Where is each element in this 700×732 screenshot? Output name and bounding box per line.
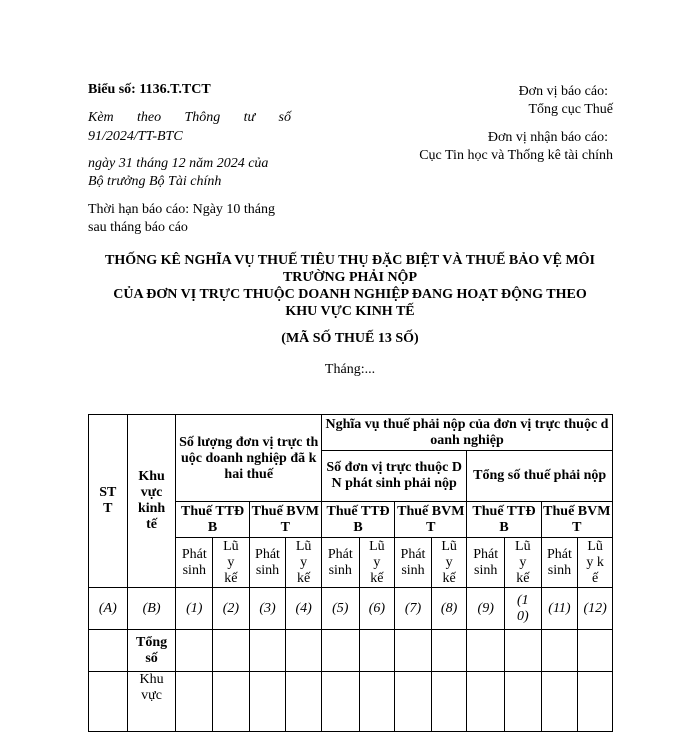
- header-units-declared: Số lượng đơn vị trực thuộc doanh nghiệp đã khai thuế: [176, 415, 321, 502]
- receiving-unit-label: Đơn vị nhận báo cáo:: [487, 130, 608, 145]
- row-region-label: Khu vực: [127, 672, 176, 732]
- header-total-tax: Tổng số thuế phải nộp: [467, 451, 613, 502]
- row-total-label: Tổng số: [127, 630, 176, 672]
- attached-circular-line1: Kèm theo Thông tư số: [88, 110, 291, 125]
- header-bvmt-2: Thuế BVMT: [395, 502, 467, 538]
- header-bvmt-3: Thuế BVMT: [541, 502, 612, 538]
- reporting-unit-label: Đơn vị báo cáo:: [518, 84, 608, 99]
- code-12: (12): [578, 588, 613, 630]
- header-stt: STT: [89, 415, 128, 588]
- header-arising-6: Phát sinh: [541, 538, 578, 588]
- code-2: (2): [213, 588, 250, 630]
- attached-circular-line2: 91/2024/TT-BTC: [88, 129, 183, 144]
- report-title-line1: THỐNG KÊ NGHĨA VỤ THUẾ TIÊU THỤ ĐẶC BIỆT VÀ THUẾ BẢO VỆ MÔI: [105, 253, 595, 268]
- deadline-line1: Thời hạn báo cáo: Ngày 10 tháng: [88, 202, 276, 217]
- code-11: (11): [541, 588, 578, 630]
- table-row: [89, 672, 613, 732]
- header-arising-5: Phát sinh: [467, 538, 505, 588]
- header-cumulative-5: Lũy kế: [505, 538, 542, 588]
- cell-stt-region: [89, 672, 128, 732]
- issue-date-line2: Bộ trưởng Bộ Tài chính: [88, 174, 222, 189]
- code-8: (8): [431, 588, 467, 630]
- table-row: [89, 630, 613, 672]
- header-arising-3: Phát sinh: [321, 538, 359, 588]
- report-month: Tháng:...: [324, 362, 376, 377]
- header-arising-1: Phát sinh: [176, 538, 213, 588]
- header-ttdb-2: Thuế TTĐB: [321, 502, 394, 538]
- header-ttdb-1: Thuế TTĐB: [176, 502, 249, 538]
- code-5: (5): [321, 588, 359, 630]
- header-arising-4: Phát sinh: [395, 538, 432, 588]
- cell-stt-total: [89, 630, 128, 672]
- reporting-unit-value: Tổng cục Thuế: [528, 102, 613, 117]
- form-number: Biểu số: 1136.T.TCT: [88, 82, 211, 97]
- deadline-line2: sau tháng báo cáo: [88, 220, 188, 235]
- issue-date-line1: ngày 31 tháng 12 năm 2024 của: [88, 156, 269, 171]
- code-9: (9): [467, 588, 505, 630]
- header-ttdb-3: Thuế TTĐB: [467, 502, 541, 538]
- header-cumulative-6: Lũy kế: [578, 538, 613, 588]
- report-title-line4: KHU VỰC KINH TẾ: [285, 304, 415, 319]
- header-bvmt-1: Thuế BVMT: [249, 502, 321, 538]
- receiving-unit-value: Cục Tin học và Thống kê tài chính: [419, 148, 613, 163]
- header-arising-2: Phát sinh: [249, 538, 286, 588]
- header-cumulative-4: Lũy kế: [431, 538, 467, 588]
- code-4: (4): [286, 588, 322, 630]
- code-6: (6): [359, 588, 395, 630]
- header-cumulative-3: Lũy kế: [359, 538, 395, 588]
- code-3: (3): [249, 588, 286, 630]
- report-title-line3: CỦA ĐƠN VỊ TRỰC THUỘC DOANH NGHIỆP ĐANG HOẠT ĐỘNG THEO: [113, 287, 587, 302]
- header-cumulative-2: Lũy kế: [286, 538, 322, 588]
- code-10: (10): [505, 588, 542, 630]
- report-title-line2: TRƯỜNG PHẢI NỘP: [282, 270, 418, 285]
- header-tax-obligation: Nghĩa vụ thuế phải nộp của đơn vị trực thuộc doanh nghiệp: [321, 415, 612, 451]
- report-title: [60, 252, 640, 320]
- code-A: (A): [89, 588, 128, 630]
- code-7: (7): [395, 588, 432, 630]
- tax-code-note: (MÃ SỐ THUẾ 13 SỐ): [281, 331, 419, 346]
- code-B: (B): [127, 588, 176, 630]
- header-economic-region: Khu vực kinh tế: [127, 415, 176, 588]
- statistics-table: [88, 414, 613, 732]
- header-cumulative-1: Lũy kế: [213, 538, 250, 588]
- header-units-arising: Số đơn vị trực thuộc DN phát sinh phải nộp: [321, 451, 466, 502]
- code-1: (1): [176, 588, 213, 630]
